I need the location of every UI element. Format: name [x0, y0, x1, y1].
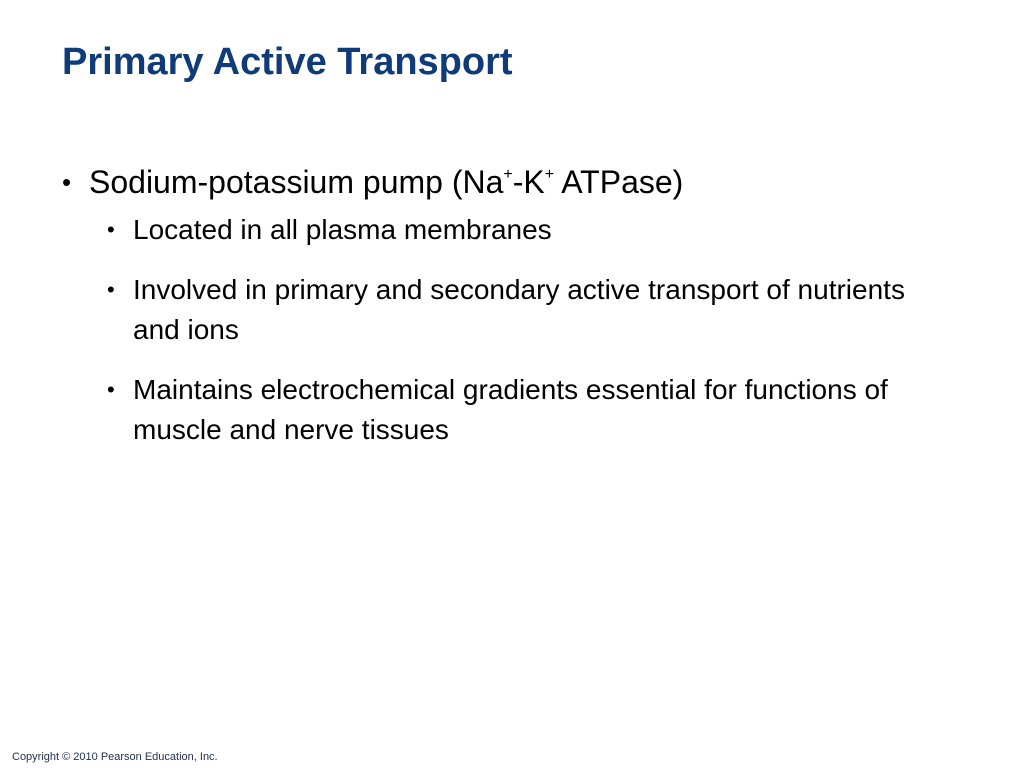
sub-bullet-text: Involved in primary and secondary active transport of nutrients and ions — [133, 274, 905, 345]
sub-bullet-list — [62, 210, 962, 450]
superscript-plus: + — [503, 166, 513, 183]
sub-bullet-item — [107, 370, 953, 450]
slide-title: Primary Active Transport — [62, 41, 513, 83]
superscript-plus: + — [544, 166, 555, 183]
sub-bullet-item — [107, 210, 953, 250]
sub-bullet-text: Located in all plasma membranes — [133, 214, 552, 245]
main-bullet-text-suffix: ATPase) — [554, 164, 684, 200]
copyright-footer: Copyright © 2010 Pearson Education, Inc. — [12, 751, 218, 763]
slide-content — [62, 160, 962, 470]
main-bullet-text-prefix: Sodium-potassium pump (Na — [89, 164, 504, 200]
main-bullet — [62, 160, 962, 204]
main-bullet-text-middle: -K — [512, 164, 545, 200]
sub-bullet-text: Maintains electrochemical gradients essential for functions of muscle and nerve tissues — [133, 374, 888, 445]
bullet-icon: • — [62, 167, 72, 197]
bullet-icon: • — [107, 217, 115, 242]
sub-bullet-item — [107, 270, 953, 350]
bullet-icon: • — [107, 277, 115, 302]
bullet-icon: • — [107, 377, 115, 402]
